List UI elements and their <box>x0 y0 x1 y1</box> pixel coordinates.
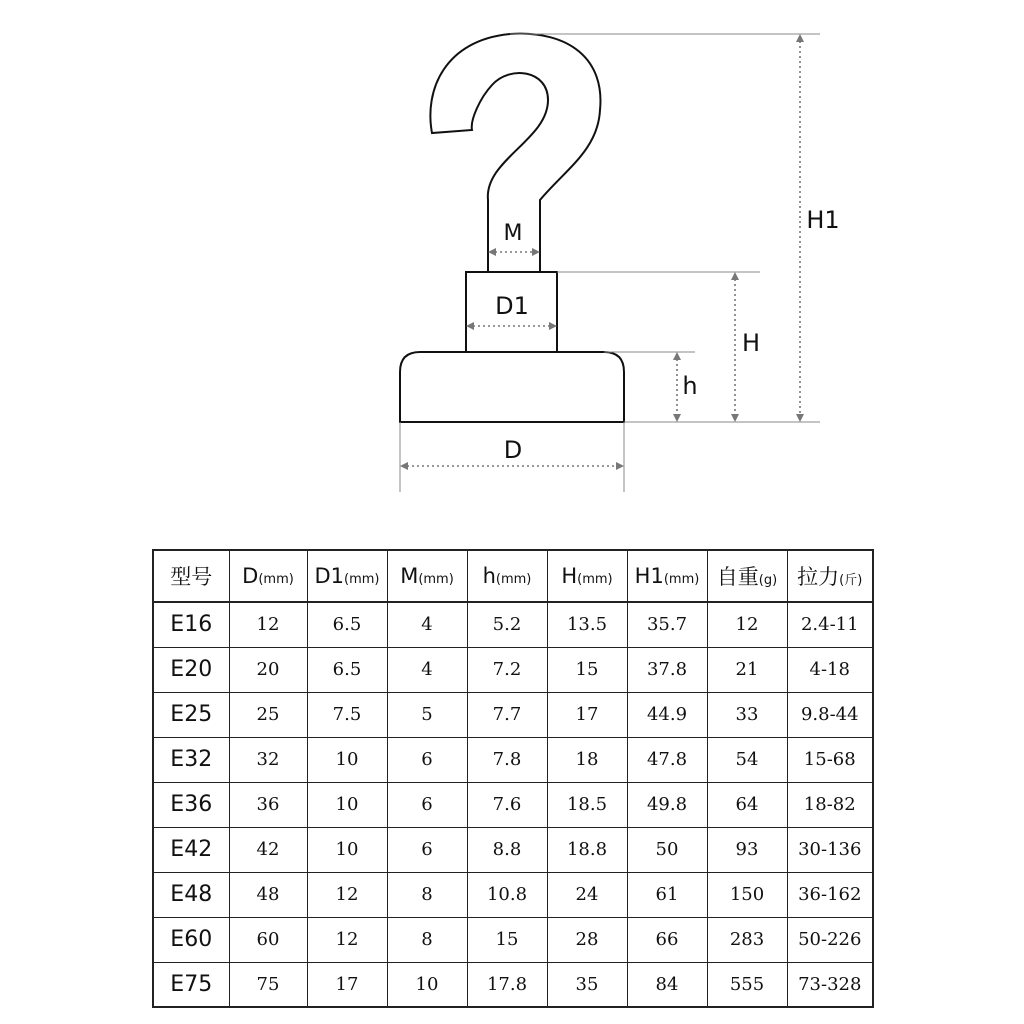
table-cell: 37.8 <box>627 647 707 692</box>
table-cell: 7.7 <box>467 692 547 737</box>
header-unit: (mm) <box>495 572 532 587</box>
table-cell: 8.8 <box>467 827 547 872</box>
table-cell: 17.8 <box>467 962 547 1007</box>
table-cell: 18-82 <box>787 782 873 827</box>
table-cell: 6 <box>387 782 467 827</box>
model-cell: E25 <box>153 692 229 737</box>
table-row <box>153 602 873 647</box>
base-shape <box>400 352 624 422</box>
table-cell: 9.8-44 <box>787 692 873 737</box>
header-label: H <box>561 564 578 588</box>
table-cell: 5.2 <box>467 602 547 647</box>
table-header-row <box>153 550 873 602</box>
table-cell: 35.7 <box>627 602 707 647</box>
table-row <box>153 917 873 962</box>
table-cell: 50-226 <box>787 917 873 962</box>
spec-table <box>152 549 874 1008</box>
table-row <box>153 692 873 737</box>
table-row <box>153 737 873 782</box>
model-cell: E20 <box>153 647 229 692</box>
table-cell: 18.8 <box>547 827 627 872</box>
table-cell: 4 <box>387 602 467 647</box>
table-cell: 36 <box>229 782 307 827</box>
table-cell: 12 <box>707 602 787 647</box>
table-cell: 150 <box>707 872 787 917</box>
header-label: 自重 <box>716 565 759 589</box>
header-unit: (mm) <box>258 572 294 587</box>
table-body <box>153 602 873 1007</box>
header-label: 型号 <box>170 565 213 589</box>
table-cell: 47.8 <box>627 737 707 782</box>
header-weight <box>707 550 787 602</box>
table-cell: 21 <box>707 647 787 692</box>
table-cell: 42 <box>229 827 307 872</box>
table-cell: 18.5 <box>547 782 627 827</box>
table-cell: 49.8 <box>627 782 707 827</box>
header-unit: (mm) <box>577 572 613 587</box>
extension-lines <box>400 34 820 492</box>
model-cell: E42 <box>153 827 229 872</box>
label-h-small: h <box>682 372 698 400</box>
table-cell: 73-328 <box>787 962 873 1007</box>
model-cell: E16 <box>153 602 229 647</box>
table-cell: 4 <box>387 647 467 692</box>
table-cell: 4-18 <box>787 647 873 692</box>
table-cell: 93 <box>707 827 787 872</box>
table-cell: 13.5 <box>547 602 627 647</box>
label-h: H <box>741 329 761 357</box>
table-cell: 17 <box>307 962 387 1007</box>
label-m: M <box>503 221 523 246</box>
table-cell: 283 <box>707 917 787 962</box>
header-label: H1 <box>634 564 664 588</box>
model-cell: E60 <box>153 917 229 962</box>
label-d: D <box>503 436 523 464</box>
model-cell: E75 <box>153 962 229 1007</box>
header-h1 <box>627 550 707 602</box>
table-cell: 66 <box>627 917 707 962</box>
header-model <box>153 550 229 602</box>
table-cell: 84 <box>627 962 707 1007</box>
table-cell: 555 <box>707 962 787 1007</box>
table-cell: 30-136 <box>787 827 873 872</box>
header-label: h <box>482 564 496 588</box>
table-cell: 32 <box>229 737 307 782</box>
label-d1: D1 <box>495 292 529 320</box>
table-cell: 25 <box>229 692 307 737</box>
table-row <box>153 872 873 917</box>
header-unit: (g) <box>758 573 778 588</box>
table-cell: 50 <box>627 827 707 872</box>
header-pull-force <box>787 550 873 602</box>
table-cell: 10 <box>307 782 387 827</box>
table-cell: 7.6 <box>467 782 547 827</box>
table-cell: 5 <box>387 692 467 737</box>
table-cell: 7.2 <box>467 647 547 692</box>
table-cell: 18 <box>547 737 627 782</box>
header-label: M <box>400 564 419 588</box>
table-cell: 17 <box>547 692 627 737</box>
table-cell: 28 <box>547 917 627 962</box>
table-cell: 54 <box>707 737 787 782</box>
table-cell: 12 <box>307 917 387 962</box>
header-unit: (斤) <box>839 573 863 588</box>
table-row <box>153 647 873 692</box>
table-row <box>153 962 873 1007</box>
header-d1 <box>307 550 387 602</box>
table-cell: 8 <box>387 872 467 917</box>
table-row <box>153 827 873 872</box>
table-cell: 44.9 <box>627 692 707 737</box>
table-cell: 8 <box>387 917 467 962</box>
model-cell: E32 <box>153 737 229 782</box>
table-cell: 7.5 <box>307 692 387 737</box>
table-cell: 10 <box>387 962 467 1007</box>
header-d <box>229 550 307 602</box>
table-cell: 10 <box>307 737 387 782</box>
table-cell: 15 <box>467 917 547 962</box>
table-cell: 6.5 <box>307 602 387 647</box>
table-cell: 60 <box>229 917 307 962</box>
header-label: D <box>242 564 259 588</box>
table-cell: 24 <box>547 872 627 917</box>
header-unit: (mm) <box>663 572 700 587</box>
table-cell: 12 <box>229 602 307 647</box>
header-h <box>467 550 547 602</box>
table-cell: 12 <box>307 872 387 917</box>
model-cell: E36 <box>153 782 229 827</box>
model-cell: E48 <box>153 872 229 917</box>
table-cell: 64 <box>707 782 787 827</box>
label-h1: H1 <box>806 206 840 234</box>
table-cell: 6.5 <box>307 647 387 692</box>
header-h-total <box>547 550 627 602</box>
table-row <box>153 782 873 827</box>
table-cell: 36-162 <box>787 872 873 917</box>
table-cell: 10 <box>307 827 387 872</box>
table-cell: 15-68 <box>787 737 873 782</box>
table-cell: 48 <box>229 872 307 917</box>
table-cell: 61 <box>627 872 707 917</box>
table-cell: 6 <box>387 737 467 782</box>
table-cell: 33 <box>707 692 787 737</box>
table-cell: 7.8 <box>467 737 547 782</box>
table-cell: 75 <box>229 962 307 1007</box>
header-unit: (mm) <box>344 572 380 587</box>
header-label: D1 <box>314 564 345 588</box>
table-cell: 35 <box>547 962 627 1007</box>
table-cell: 15 <box>547 647 627 692</box>
header-m <box>387 550 467 602</box>
table-cell: 6 <box>387 827 467 872</box>
table-cell: 20 <box>229 647 307 692</box>
header-unit: (mm) <box>418 572 454 587</box>
header-label: 拉力 <box>797 565 840 589</box>
table-cell: 10.8 <box>467 872 547 917</box>
table-cell: 2.4-11 <box>787 602 873 647</box>
